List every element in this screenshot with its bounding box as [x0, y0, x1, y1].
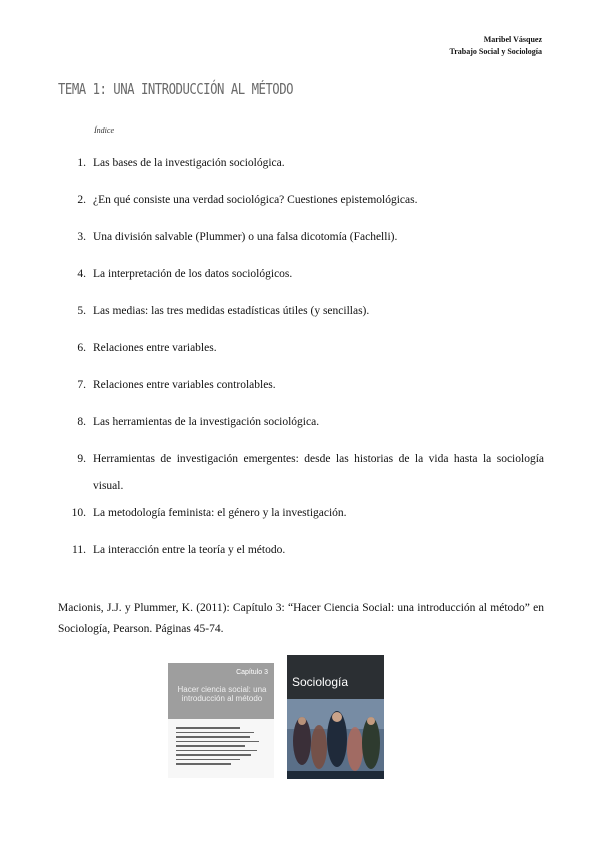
toc-item: [58, 500, 544, 537]
toc-item-text: Una división salvable (Plummer) o una falsa dicotomía (Fachelli).: [93, 231, 398, 243]
toc-item-number: 8.: [77, 416, 86, 428]
table-of-contents: [58, 150, 544, 574]
book-title: Sociología: [292, 675, 349, 689]
toc-item-text: Herramientas de investigación emergentes: desde las historias de la vida hasta la sociología visual.: [93, 453, 544, 492]
toc-item-text: Relaciones entre variables controlables.: [93, 379, 276, 391]
toc-item-text: Las medias: las tres medidas estadísticas útiles (y sencillas).: [93, 305, 370, 317]
toc-item-number: 5.: [77, 305, 86, 317]
bibliographic-reference: Macionis, J.J. y Plummer, K. (2011): Capítulo 3: “Hacer Ciencia Social: una introducción al método” en Sociología, Pearson. Páginas 45-74.: [58, 602, 544, 635]
toc-item-text: La metodología feminista: el género y la investigación.: [93, 507, 347, 519]
toc-item-number: 9.: [77, 453, 86, 465]
toc-item: [58, 409, 544, 446]
chapter-contents-lines: [176, 727, 268, 768]
toc-item-number: 10.: [71, 507, 86, 519]
toc-item: [58, 150, 544, 187]
toc-item-number: 4.: [77, 268, 86, 280]
toc-item-text: ¿En qué consiste una verdad sociológica? Cuestiones epistemológicas.: [93, 194, 418, 206]
toc-item-text: La interpretación de los datos sociológicos.: [93, 268, 293, 280]
toc-item: [58, 446, 544, 500]
index-label: Índice: [94, 126, 114, 135]
toc-item: [58, 187, 544, 224]
toc-item: [58, 298, 544, 335]
toc-item-number: 1.: [77, 157, 86, 169]
toc-item-text: Las bases de la investigación sociológica.: [93, 157, 285, 169]
course-name: Trabajo Social y Sociología: [449, 47, 542, 56]
toc-item-number: 6.: [77, 342, 86, 354]
toc-item: [58, 335, 544, 372]
toc-item-number: 3.: [77, 231, 86, 243]
toc-item-number: 11.: [72, 544, 86, 556]
chapter-number: Capítulo 3: [236, 669, 268, 676]
toc-item: [58, 372, 544, 409]
toc-item-text: Relaciones entre variables.: [93, 342, 217, 354]
author-name: Maribel Vásquez: [483, 35, 542, 44]
book-cover-image: [287, 655, 384, 779]
toc-item-text: La interacción entre la teoría y el método.: [93, 544, 286, 556]
toc-item: [58, 224, 544, 261]
chapter-title: Hacer ciencia social: una introducción al método: [177, 685, 267, 703]
toc-item-text: Las herramientas de la investigación sociológica.: [93, 416, 320, 428]
toc-item-number: 2.: [77, 194, 86, 206]
page-header: [449, 34, 542, 58]
toc-item: [58, 537, 544, 574]
crowd-photo: [287, 699, 384, 779]
toc-item-number: 7.: [77, 379, 86, 391]
page-title: TEMA 1: UNA INTRODUCCIÓN AL MÉTODO: [58, 80, 294, 98]
toc-item: [58, 261, 544, 298]
chapter-cover-image: [168, 663, 274, 778]
